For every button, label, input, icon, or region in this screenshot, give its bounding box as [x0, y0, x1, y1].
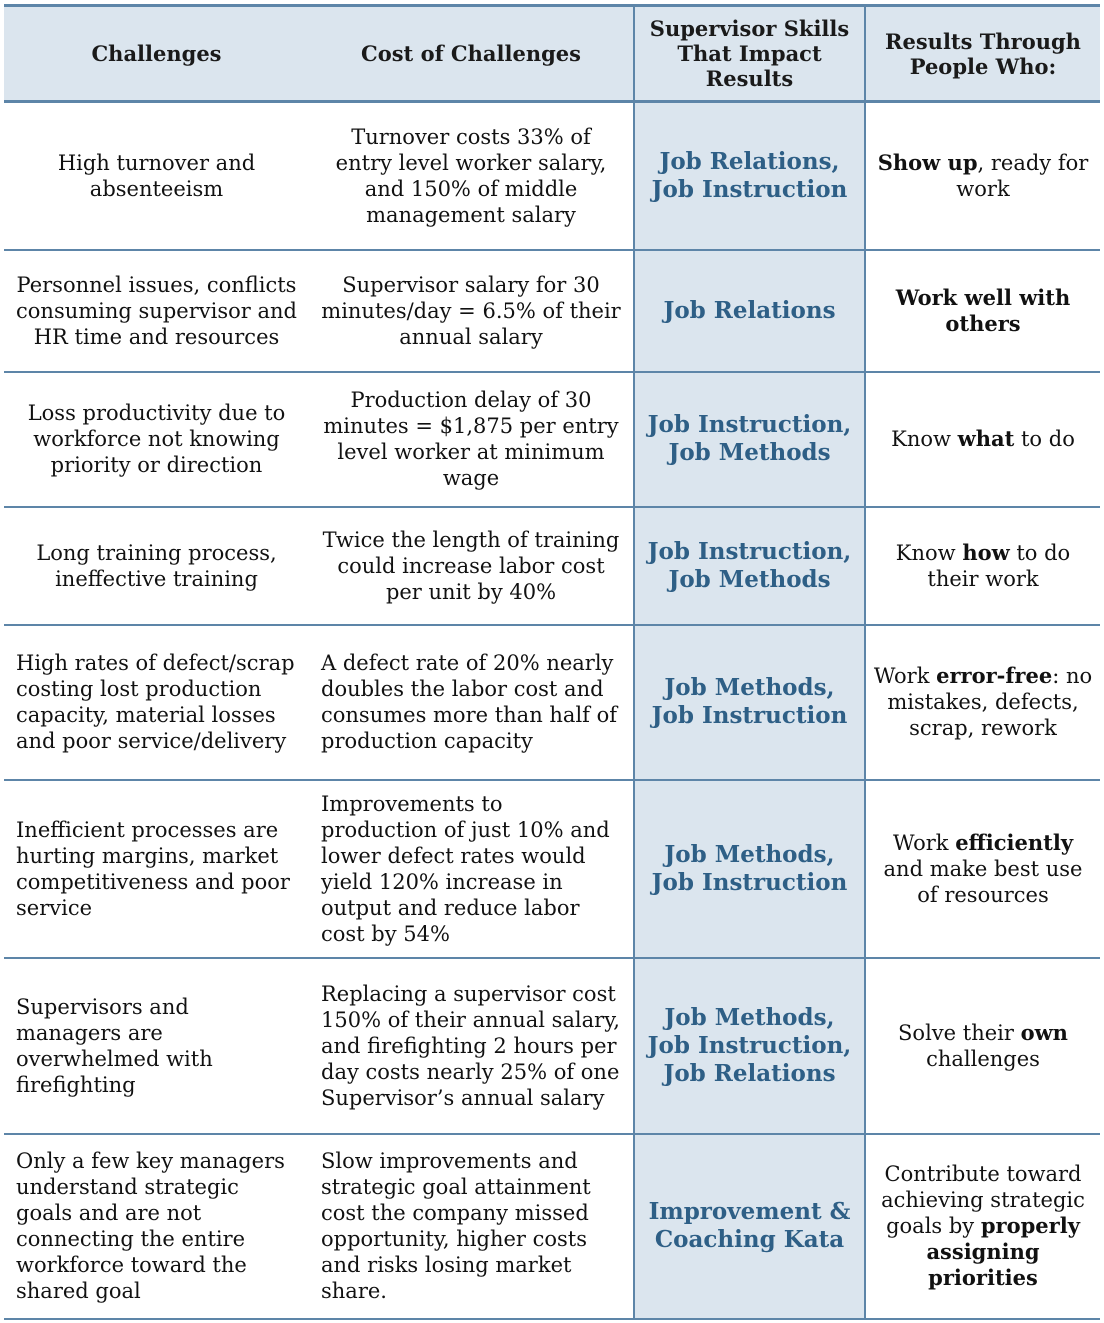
header-skills: Supervisor Skills That Impact Results: [634, 6, 865, 102]
result-cell: Work well with others: [865, 250, 1100, 372]
header-cost: Cost of Challenges: [309, 6, 634, 102]
challenge-cell: Inefficient processes are hurting margins, market competitiveness and poor service: [4, 780, 309, 958]
cost-cell: A defect rate of 20% nearly doubles the labor cost and consumes more than half of production capacity: [309, 625, 634, 780]
table-row: [4, 250, 1100, 372]
table-row: [4, 507, 1100, 625]
result-cell: Solve their own challenges: [865, 958, 1100, 1134]
challenge-cell: High rates of defect/scrap costing lost production capacity, material losses and poor service/delivery: [4, 625, 309, 780]
challenge-cell: Only a few key managers understand strategic goals and are not connecting the entire workforce toward the shared goal: [4, 1134, 309, 1319]
challenge-cell: Supervisors and managers are overwhelmed with firefighting: [4, 958, 309, 1134]
skills-cell: Job Methods, Job Instruction: [634, 780, 865, 958]
table-row: [4, 102, 1100, 250]
table-row: [4, 625, 1100, 780]
table-row: [4, 780, 1100, 958]
challenge-cell: Long training process, ineffective training: [4, 507, 309, 625]
skills-cell: Job Relations: [634, 250, 865, 372]
challenge-cell: Loss productivity due to workforce not knowing priority or direction: [4, 372, 309, 507]
cost-cell: Slow improvements and strategic goal attainment cost the company missed opportunity, higher costs and risks losing market share.: [309, 1134, 634, 1319]
skills-cell: Job Instruction, Job Methods: [634, 507, 865, 625]
cost-cell: Twice the length of training could increase labor cost per unit by 40%: [309, 507, 634, 625]
result-cell: Show up, ready for work: [865, 102, 1100, 250]
cost-cell: Production delay of 30 minutes = $1,875 per entry level worker at minimum wage: [309, 372, 634, 507]
table-row: [4, 372, 1100, 507]
header-row: [4, 6, 1100, 102]
skills-cell: Job Methods, Job Instruction, Job Relations: [634, 958, 865, 1134]
challenges-table: [4, 4, 1100, 1320]
header-challenges: Challenges: [4, 6, 309, 102]
skills-cell: Improvement & Coaching Kata: [634, 1134, 865, 1319]
challenge-cell: Personnel issues, conflicts consuming supervisor and HR time and resources: [4, 250, 309, 372]
result-cell: Know what to do: [865, 372, 1100, 507]
result-cell: Contribute toward achieving strategic goals by properly assigning priorities: [865, 1134, 1100, 1319]
cost-cell: Replacing a supervisor cost 150% of their annual salary, and firefighting 2 hours per day costs nearly 25% of one Supervisor’s annual salary: [309, 958, 634, 1134]
cost-cell: Turnover costs 33% of entry level worker salary, and 150% of middle management salary: [309, 102, 634, 250]
result-cell: Work error-free: no mistakes, defects, scrap, rework: [865, 625, 1100, 780]
skills-cell: Job Instruction, Job Methods: [634, 372, 865, 507]
challenge-cell: High turnover and absenteeism: [4, 102, 309, 250]
result-cell: Know how to do their work: [865, 507, 1100, 625]
cost-cell: Supervisor salary for 30 minutes/day = 6.5% of their annual salary: [309, 250, 634, 372]
skills-cell: Job Relations, Job Instruction: [634, 102, 865, 250]
skills-cell: Job Methods, Job Instruction: [634, 625, 865, 780]
table-row: [4, 1134, 1100, 1319]
header-results: Results Through People Who:: [865, 6, 1100, 102]
cost-cell: Improvements to production of just 10% and lower defect rates would yield 120% increase in output and reduce labor cost by 54%: [309, 780, 634, 958]
result-cell: Work efficiently and make best use of resources: [865, 780, 1100, 958]
table-row: [4, 958, 1100, 1134]
